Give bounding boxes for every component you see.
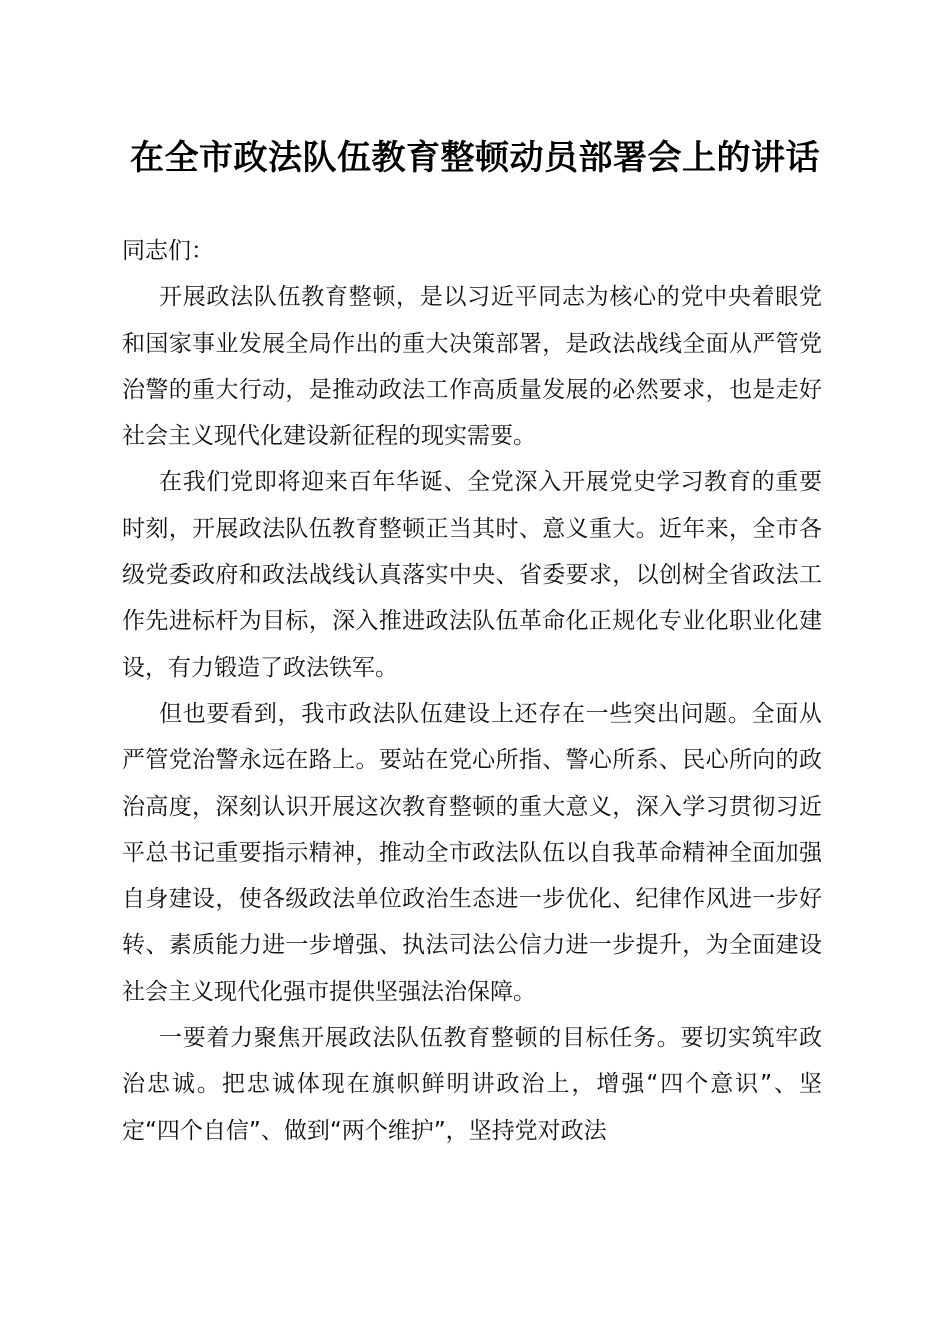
paragraph: 在我们党即将迎来百年华诞、全党深入开展党史学习教育的重要时刻，开展政法队伍教育整顿正当其时、意义重大。近年来，全市各级党委政府和政法战线认真落实中央、省委要求，以创树全省政法工作先进标杆为目标，深入推进政法队伍革命化正规化专业化职业化建设，有力锻造了政法铁军。 [122,469,822,681]
paragraph: 一要着力聚焦开展政法队伍教育整顿的目标任务。要切实筑牢政治忠诚。把忠诚体现在旗帜鲜明讲政治上，增强“四个意识”、坚定“四个自信”、做到“两个维护”，坚持党对政法 [122,1025,822,1144]
paragraph: 但也要看到，我市政法队伍建设上还存在一些突出问题。全面从严管党治警永远在路上。要站在党心所指、警心所系、民心所向的政治高度，深刻认识开展这次教育整顿的重大意义，深入学习贯彻习近平总书记重要指示精神，推动全市政法队伍以自我革命精神全面加强自身建设，使各级政法单位政治生态进一步优化、纪律作风进一步好转、素质能力进一步增强、执法司法公信力进一步提升，为全面建设社会主义现代化强市提供坚强法治保障。 [122,700,822,1005]
document-body [122,228,822,1154]
paragraph: 开展政法队伍教育整顿，是以习近平同志为核心的党中央着眼党和国家事业发展全局作出的重大决策部署，是政法战线全面从严管党治警的重大行动，是推动政法工作高质量发展的必然要求，也是走好社会主义现代化建设新征程的现实需要。 [122,284,822,450]
document-title: 在全市政法队伍教育整顿动员部署会上的讲话 [130,138,820,178]
salutation: 同志们： [122,238,214,264]
